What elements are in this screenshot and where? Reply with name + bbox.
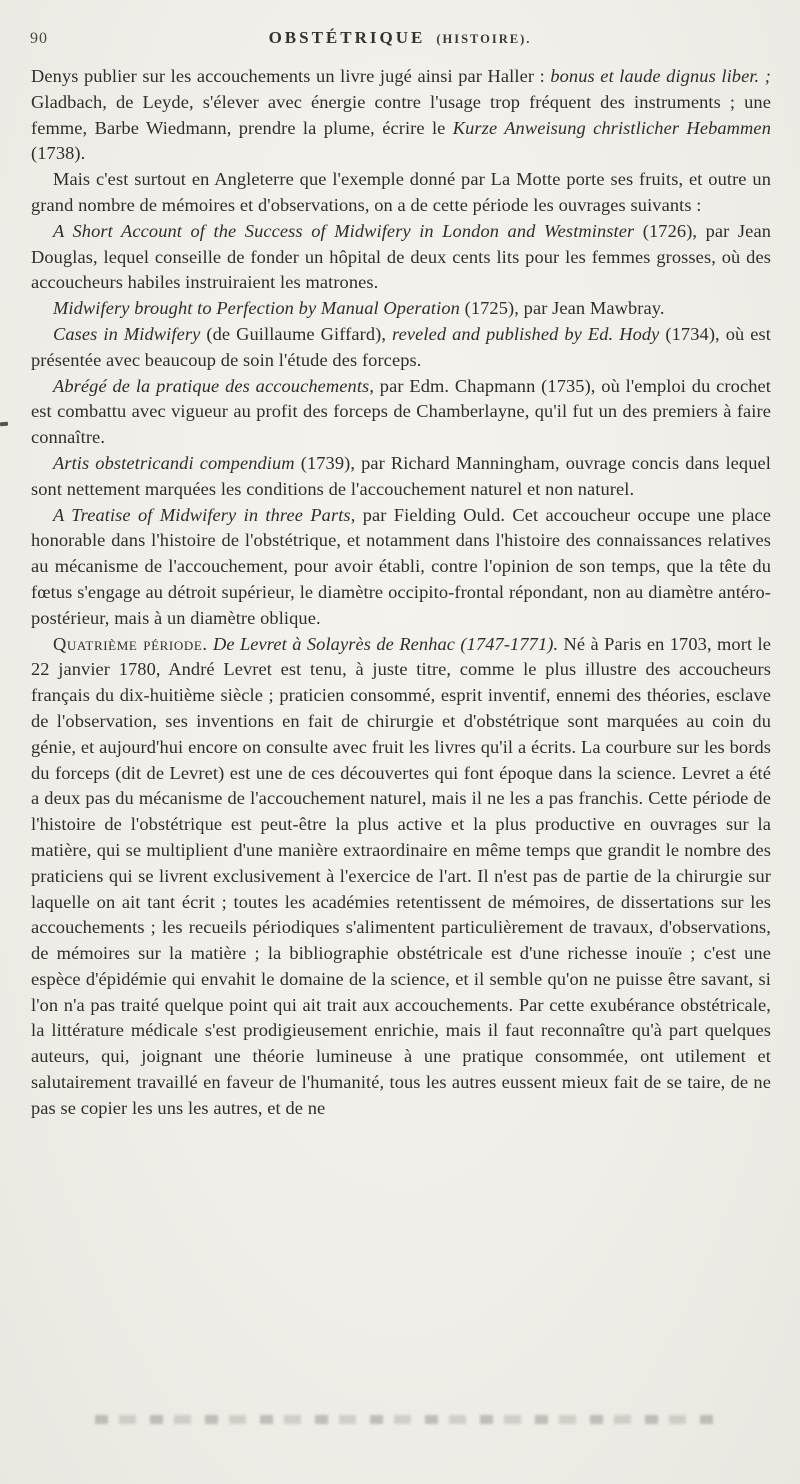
work-title: Artis obstetricandi compendium (53, 452, 295, 473)
paragraph (31, 632, 771, 1122)
work-title: bonus et laude dignus liber. ; (550, 66, 771, 86)
paragraph (31, 374, 771, 451)
work-title: Cases in Midwifery (53, 323, 201, 344)
paragraph (31, 219, 771, 296)
text-run: (1738). (31, 143, 86, 164)
text-run: (1734), où est présentée avec beaucoup de soin l'étude des forceps. (31, 323, 772, 370)
running-head-title: OBSTÉTRIQUE (268, 28, 426, 47)
text-run: , par Edm. Chapmann (1735), où l'emploi du crochet est combattu avec vigueur au profit des forceps de Chamberlayne, qu'il fut un des premiers à faire connaître. (31, 375, 771, 448)
work-title: reveled and published by Ed. Hody (392, 323, 660, 344)
text-run: Né à Paris en 1703, mort le 22 janvier 1780, André Levret est tenu, à juste titre, comme le plus illustre des accoucheurs français du dix-huitième siècle ; praticien consommé, esprit inventif, ennemi des théories, esclave de l'observation, ses inventions en fait de chirurgie et d'obstétrique sont marquées au coin du génie, et aujourd'hui encore on consulte avec fruit les livres qu'il a écrits. La courbure sur les bords du forceps (dit de Levret) est une de ces découvertes qui font époque dans la science. Levret a été a deux pas du mécanisme de l'accouchement naturel, mais il ne les a pas franchis. Cette période de l'histoire de l'obstétrique est peut-être la plus active et la plus productive en ouvrages sur la matière, qui se multiplient d'une manière extraordinaire en même temps que grandit le nombre des praticiens qui se livrent exclusivement à l'exercice de l'art. Il n'est pas de partie de la chirurgie sur laquelle on ait tant écrit ; toutes les académies retentissent de mémoires, de dissertations sur les accouchements ; les recueils périodiques s'alimentent particulièrement de travaux, d'observations, de mémoires sur la matière ; la bibliographie obstétricale est d'une richesse inouïe ; c'est une espèce d'épidémie qui envahit le domaine de la science, et il semble qu'on ne puisse être savant, si l'on n'a pas traité quelque point qui ait trait aux accouchements. Par cette exubérance obstétricale, la littérature médicale s'est prodigieusement enrichie, mais il faut reconnaître qu'à part quelques auteurs, qui, joignant une théorie lumineuse à une pratique consommée, ont utilement et salutairement travaillé en faveur de l'humanité, tous les autres eussent mieux fait de se taire, de ne pas se copier les uns les autres, et de ne (31, 633, 771, 1118)
text-run: , par Fielding Ould. Cet accoucheur occupe une place honorable dans l'histoire de l'obstétrique, et notamment dans l'histoire des connaissances relatives au mécanisme de l'accouchement, pour avoir établi, contre l'opinion de son temps, que la tête du fœtus s'engage au détroit supérieur, le diamètre occipito-frontal répondant, non au diamètre antéro-postérieur, mais à un diamètre oblique. (31, 504, 772, 628)
running-head-subtitle: (HISTOIRE). (436, 32, 532, 46)
work-title: Abrégé de la pratique des accouchements (53, 375, 370, 396)
work-title: A Short Account of the Success of Midwifery in London and Westminster (53, 220, 635, 241)
text-run: (1739), par Richard Manningham, ouvrage concis dans lequel sont nettement marquées les conditions de l'accouchement naturel et non naturel. (31, 452, 771, 499)
bottom-smudge (95, 1415, 713, 1424)
work-title: A Treatise of Midwifery in three Parts (53, 504, 351, 525)
page-number: 90 (30, 30, 48, 47)
work-title: Kurze Anweisung christlicher Hebammen (452, 117, 771, 138)
paragraph (31, 64, 771, 167)
paragraph (31, 451, 771, 503)
section-heading: Quatrième période. (53, 633, 208, 654)
paragraph (31, 167, 771, 219)
text-run: Denys publier sur les accouchements un livre jugé ainsi par Haller : (31, 66, 551, 86)
text-run: Mais c'est surtout en Angleterre que l'exemple donné par La Motte porte ses fruits, et outre un grand nombre de mémoires et d'observations, on a de cette période les ouvrages suivants : (31, 169, 771, 215)
text-run: Gladbach, de Leyde, s'élever avec énergie contre l'usage trop fréquent des instruments ; une femme, Barbe Wiedmann, prendre la plume, écrire le (31, 91, 771, 138)
text-block (31, 64, 771, 1122)
text-run: (1725), par Jean Mawbray. (459, 298, 665, 319)
margin-ink-mark (0, 422, 8, 427)
text-run: (1726), par Jean Douglas, lequel conseille de fonder un hôpital de deux cents lits pour les femmes grosses, où des accoucheurs habiles instruiraient les matrones. (31, 220, 771, 293)
work-title: De Levret à Solayrès de Renhac (1747-1771). (212, 633, 559, 654)
running-head (0, 28, 800, 52)
text-run: (de Guillaume Giffard), (200, 323, 393, 344)
work-title: Midwifery brought to Perfection by Manual Operation (53, 298, 460, 319)
paragraph (31, 503, 771, 632)
running-head-center (0, 28, 800, 48)
paragraph (31, 322, 771, 374)
paragraph (31, 296, 771, 322)
